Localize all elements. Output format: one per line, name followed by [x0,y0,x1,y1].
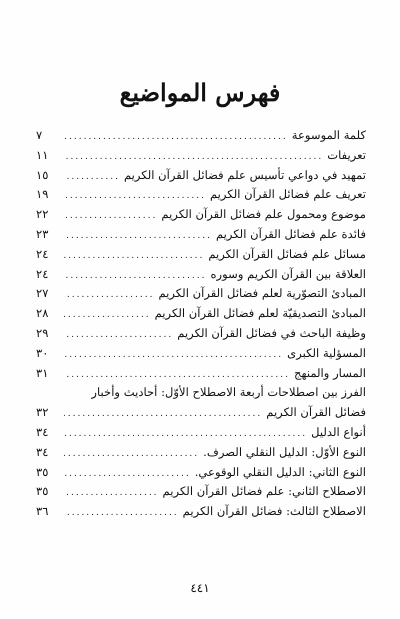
toc-entry [36,425,366,445]
toc-entry-title: موضوع ومحمول علم فضائل القرآن الكريم [161,207,366,222]
toc-page-number: ٣١ [36,365,49,380]
toc-entry-title: تعريف علم فضائل القرآن الكريم [209,187,366,202]
toc-entry [36,465,366,485]
toc-page-number: ٢٢ [36,207,49,222]
toc-page-number: ١٥ [36,167,49,182]
page-folio-number: ٤٤١ [190,581,210,595]
toc-entry [36,326,366,346]
toc-page-number: ٣٦ [36,504,49,519]
dot-leader [64,429,307,439]
toc-page-number: ١١ [36,147,49,162]
table-of-contents [36,128,366,524]
toc-page-number: ٢٧ [36,286,49,301]
toc-page-number: ٣٤ [36,424,49,439]
toc-entry [36,286,366,306]
toc-entry [36,306,366,326]
toc-page-number: ٢٩ [36,325,49,340]
dot-leader [64,251,204,261]
dot-leader [64,409,262,419]
dot-leader [64,350,283,360]
toc-entry [36,405,366,425]
toc-entry [36,484,366,504]
dot-leader [64,370,290,380]
toc-page-number: ٣٥ [36,464,49,479]
toc-entry [36,227,366,247]
toc-entry-title: الفرز بين اصطلاحات أربعة الاصطلاح الأوّل: أحاديث وأخبار [91,385,366,400]
toc-entry [36,247,366,267]
toc-entry-title: المبادئ التصوّرية لعلم فضائل القرآن الكريم [158,286,366,301]
toc-entry-title: كلمة الموسوعة [291,128,366,142]
dot-leader [64,231,212,241]
toc-entry-title: فائدة علم فضائل القرآن الكريم [215,226,366,241]
toc-page-number: ٣٥ [36,484,49,499]
toc-entry-title: الاصطلاح الثالث: فضائل القرآن الكريم [182,504,366,519]
toc-entry [36,504,366,524]
toc-entry [36,148,366,168]
dot-leader [64,211,157,221]
toc-entry [36,385,366,405]
toc-entry [36,346,366,366]
toc-entry [36,128,366,148]
toc-entry [36,267,366,287]
toc-entry-title: أنواع الدليل [311,424,366,439]
toc-entry-title: مسائل علم فضائل القرآن الكريم [208,246,366,261]
toc-page-number: ٧ [36,128,43,142]
toc-page-number: ١٩ [36,187,49,202]
dot-leader [64,449,199,459]
toc-entry-title: وظيفة الباحث في فضائل القرآن الكريم [177,325,366,340]
toc-entry-title: الاصطلاح الثاني: علم فضائل القرآن الكريم [162,484,366,499]
toc-page-number: ٣٠ [36,345,49,360]
dot-leader [64,271,206,281]
dot-leader [64,152,323,162]
toc-entry [36,168,366,188]
toc-page-number: ٢٤ [36,246,49,261]
toc-page-number: ٣٢ [36,405,49,420]
dot-leader [64,132,288,142]
dot-leader [64,508,179,518]
dot-leader [64,172,120,182]
toc-entry-title: النوع الثاني: الدليل النقلي الوقوعي. [194,464,366,479]
dot-leader [64,330,173,340]
toc-entry [36,207,366,227]
toc-entry-title: تعريفات [327,147,366,162]
toc-entry-title: تمهيد في دواعي تأسيس علم فضائل القرآن الكريم [123,167,366,182]
toc-entry [36,187,366,207]
toc-page-number: ٢٨ [36,306,49,321]
toc-page-number: ٣٤ [36,444,49,459]
toc-entry [36,366,366,386]
dot-leader [64,469,191,479]
toc-entry-title: العلاقة بين القرآن الكريم وسوره [210,266,366,281]
toc-entry-title: النوع الأوّل: الدليل النقلي الصرف. [203,444,366,459]
dot-leader [64,310,151,320]
dot-leader [64,191,206,201]
toc-entry-title: المبادئ التصديقيّة لعلم فضائل القرآن الكريم [154,306,366,321]
dot-leader [64,488,159,498]
page-title: فهرس المواضيع [119,78,281,107]
toc-page-number: ٢٤ [36,266,49,281]
dot-leader [64,290,154,300]
toc-entry-title: المسؤلية الكبرى [287,345,366,360]
toc-entry-title: المسار والمنهج [294,365,366,380]
toc-entry-title: فضائل القرآن الكريم [266,405,366,420]
toc-page-number: ٢٣ [36,226,49,241]
toc-entry [36,445,366,465]
